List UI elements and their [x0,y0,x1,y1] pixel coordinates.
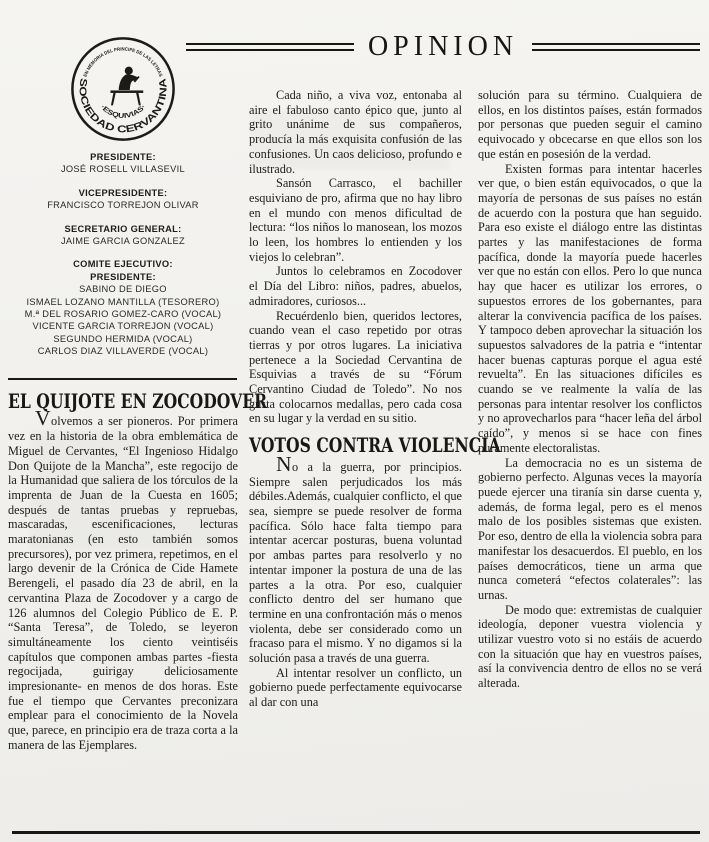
committee-member: M.ª DEL ROSARIO GOMEZ-CARO (VOCAL) [24,309,222,320]
cervantes-writing-icon [110,67,143,106]
seal-banner-text: ·ESQUIVIAS· [98,103,148,120]
committee-member: SABINO DE DIEGO [79,284,167,295]
committee-member: ISMAEL LOZANO MANTILLA (TESORERO) [26,296,220,307]
masthead [186,31,700,63]
officer-role-label: PRESIDENTE: [90,152,156,162]
officer-name: JOSÉ ROSELL VILLASEVIL [60,164,186,175]
right-column [478,88,702,691]
officer-group [8,187,238,212]
officer-group [8,151,238,176]
svg-text:·ESQUIVIAS· [99,103,148,120]
section-title: OPINION [367,31,519,62]
paragraph: De modo que: extremistas de cualquier ideología, deponer vuestra violencia y utilizar vuestro voto si no estáis de acuerdo con la situación que hay en vuestros países, así la convivencia dentro de ellos no se verá alterada. [478,602,702,691]
committee-member: SEGUNDO HERMIDA (VOCAL) [53,333,193,344]
article-votos-paragraph: Al intentar resolver un conflicto, un gobierno puede perfectamente equivocarse al dar con una [249,665,462,710]
officer-name: FRANCISCO TORREJON OLIVAR [47,200,199,211]
committee-label: COMITE EJECUTIVO: [73,259,173,270]
committee-group [8,258,238,357]
committee-member: VICENTE GARCIA TORREJON (VOCAL) [32,321,214,332]
svg-text:EN MEMORIA DEL PRINCIPE DE LAS [83,47,164,78]
paragraph: Existen formas para intentar hacerles ver que, o bien están equivocados, o que la mayoría de personas de sus países no están de acuerdo con la postura que han seguido. Para eso existe el diálogo entre las distintas partes y las manifestaciones de forma pacífica, donde la mayoría puede hacerles ver que no están con ellos. Pero lo que nunca hay que hacer es utilizar los errores, o supuestos errores de los gobernantes, para alterar la convivencia pacífica de los países. Y tampoco deben aprovechar la situación los supuestos salvadores de la patria e “intentar hacer buenas capturas porque el agua esté revuelta”. En las situaciones difíciles es cuando se ve realmente la valía de las personas para intentar resolver los conflictos y no aprovecharlos para “hacer leña del árbol caído”, y menos si se hace con fines puramente electoralistas. [478,161,702,455]
committee-member: CARLOS DIAZ VILLAVERDE (VOCAL) [37,346,209,357]
middle-column [249,88,501,710]
article-votos-paragraph: No a la guerra, por principios. Siempre salen perjudicados los más débiles.Además, cualquier conflicto, el que sea, siempre se puede resolver de forma pacífica. Sólo hace falta tiempo para intentar acercar posturas, buena voluntad por ambas partes para resolverlo y no intentar imponer la postura de una de las partes a la otra. Por eso, cualquier conflicto dentro del ser humano que termine en una confrontación más o menos violenta, debe ser considerado como un fracaso para el mismo. Y no digamos si la solución pasa a través de una guerra. [249,451,462,666]
officer-name: JAIME GARCIA GONZALEZ [60,236,186,247]
page-bottom-rule [12,831,700,834]
paragraph: Recuérdenlo bien, queridos lectores, cuando vean el caso repetido por otras tierras y por otros lugares. La iniciativa pertenece a la Sociedad Cervantina de Esquivias a través de su “Fórum Cervantino Ciudad de Toledo”. No nos gusta colocarnos medallas, pero cada cosa en su lugar y la verdad en su sitio. [249,308,462,426]
paragraph: La democracia no es un sistema de gobierno perfecto. Algunas veces la mayoría puede ejercer una tiranía sin darse cuenta y, además, de forma legal, pero es el menos malo de los posibles sistemas que existen. Por eso, dentro de ella la violencia sobra para manifestar los desacuerdos. El pueblo, en los países democráticos, tiene un arma que nunca cometerá “efectos colaterales”: las urnas. [478,455,702,602]
officer-role-label: SECRETARIO GENERAL: [64,223,182,234]
article-title-quijote: EL QUIJOTE EN ZOCODOVER [8,388,268,413]
seal-ring-text: SOCIEDAD CERVANTINA [76,77,170,136]
initial-cap: N [276,451,293,476]
article-title-votos: VOTOS CONTRA VIOLENCIA [249,433,501,458]
left-column [8,34,268,753]
paragraph: Sansón Carrasco, el bachiller esquiviano de pro, afirma que no hay libro en el mundo con menos dificultad de lectura: “los niños lo manosean, los mozos lo leen, los hombres lo entienden y los viejos lo celebran”. [249,176,462,264]
paragraph: Cada niño, a viva voz, entonaba al aire el fabuloso canto épico que, junto al grito unánime de sus compañeros, producía la más exquisita confusión de las confusiones. Un caos delicioso, profundo e ilustrado. [249,88,462,176]
officer-group [8,223,238,248]
committee-president-label: PRESIDENTE: [90,271,156,282]
initial-cap: V [35,406,52,431]
paragraph-continuation: solución para su término. Cualquiera de ellos, en los distintos países, están formados por personas que pueden seguir el camino equivocado y obcecarse en que ellos son los que están en posesión de la verdad. [478,88,702,161]
masthead-rule-right [532,43,700,51]
officers-roster [8,151,238,358]
officer-role-label: VICEPRESIDENTE: [78,187,168,198]
seal-memorial-text: EN MEMORIA DEL PRINCIPE DE LAS LETRAS [83,47,163,78]
article-quijote-body: Volvemos a ser pioneros. Por primera vez en la historia de la obra emblemática de Miguel de Cervantes, “El Ingenioso Hidalgo Don Quijote de la Mancha”, este regocijo de la Humanidad que saliera de los tórculos de la imprenta de Juan de la Cuesta en 1605; después de tantas pruebas y repruebas, mascaradas, escenificaciones, lecturas maratonianas (en esto también somos precursores), por vez primera, repetimos, en el largo devenir de la Crónica de Cide Hamete Berengeli, el pasado día 23 de abril, en la cervantina Plaza de Zocodover y a cargo de 126 alumnos del Colegio Público de E. P. “Santa Teresa”, de Toledo, se leyeron simultáneamente los ciento veintiséis capítulos que componen ambas partes -fiesta regocijada, guirigay deliciosamente impresionante- en menos de dos horas. Este fue el tiempo que Cervantes preconizara emplear para el conocimiento de la Novela que, parece, en principio era de traza corta a la manera de las Ejemplares. [8,406,238,752]
sociedad-cervantina-seal [70,36,176,142]
sidebar-divider-rule [8,378,237,380]
paragraph: Juntos lo celebramos en Zocodover el Día del Libro: niños, padres, abuelos, admiradores, curiosos... [249,264,462,308]
